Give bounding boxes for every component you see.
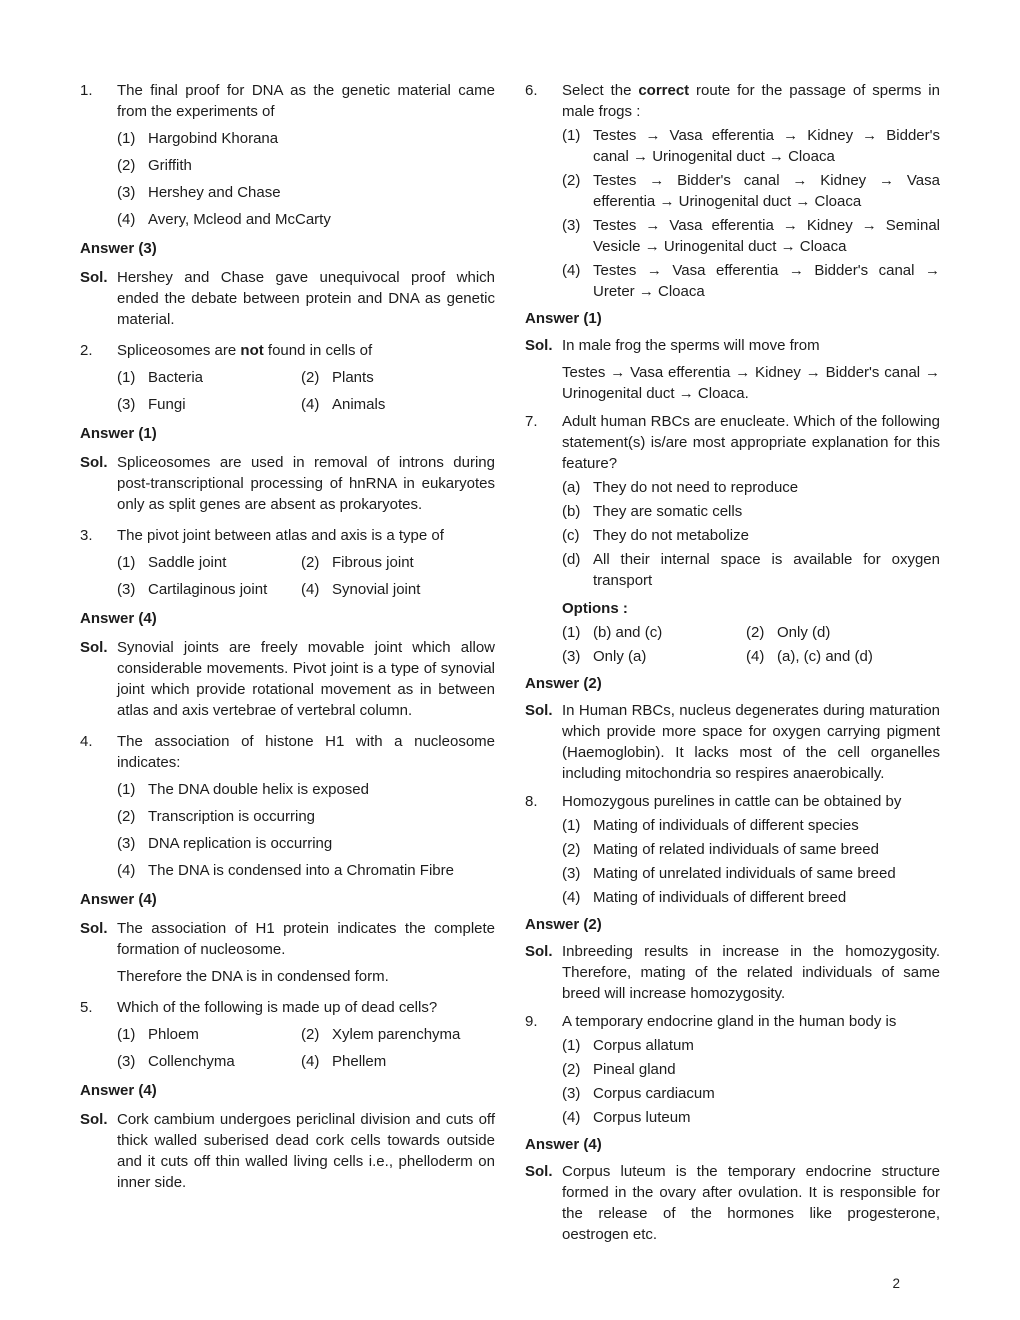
option — [117, 806, 495, 827]
option — [562, 646, 746, 667]
option — [117, 367, 301, 388]
solution-label: Sol. — [80, 920, 108, 937]
option-text: Fibrous joint — [332, 554, 414, 571]
answer-label: Answer (2) — [525, 916, 602, 933]
option-label: (4) — [301, 396, 320, 413]
solution-text — [117, 918, 495, 987]
options-grid — [117, 1018, 495, 1072]
solution-paragraph: Corpus luteum is the temporary endocrine structure formed in the ovary after ovulation. It is responsible for the release of the hormones like progesterone, oestrogen etc. — [562, 1163, 940, 1243]
solution-label: Sol. — [80, 1111, 108, 1128]
solution-label: Sol. — [525, 702, 553, 719]
option-label: (4) — [562, 889, 581, 906]
option-text: Avery, Mcleod and McCarty — [148, 211, 331, 228]
question-stem — [562, 411, 940, 474]
option-label: (2) — [301, 369, 320, 386]
option-text: The DNA double helix is exposed — [148, 781, 369, 798]
option — [562, 622, 746, 643]
option — [562, 815, 940, 836]
option-label: (3) — [562, 1085, 581, 1102]
solution-block — [525, 700, 940, 784]
stem-bold-text: correct — [638, 82, 690, 99]
solution-label: Sol. — [80, 639, 108, 656]
question-number: 1. — [80, 82, 93, 99]
stem-text: The pivot joint between atlas and axis is a type of — [117, 527, 444, 544]
option-text: Corpus allatum — [593, 1037, 694, 1054]
statement-text: They do not need to reproduce — [593, 479, 799, 496]
question-number: 3. — [80, 527, 93, 544]
option — [746, 646, 940, 667]
stem-text: The final proof for DNA as the genetic material came from the experiments of — [117, 82, 495, 120]
option-text: Pineal gland — [593, 1061, 676, 1078]
question-block — [80, 731, 495, 987]
option-text: Only (d) — [777, 624, 831, 641]
statement — [562, 525, 940, 546]
question-number: 9. — [525, 1013, 538, 1030]
question-number: 6. — [525, 82, 538, 99]
statement-label: (a) — [562, 479, 581, 496]
option-label: (3) — [562, 865, 581, 882]
option-text: Phloem — [148, 1026, 199, 1043]
option-label: (4) — [562, 1109, 581, 1126]
solution-block — [525, 335, 940, 404]
solution-text — [117, 452, 495, 515]
solution-paragraph: Inbreeding results in increase in the homozygosity. Therefore, mating of the related individuals of same breed will increase homozygosity. — [562, 943, 940, 1002]
solution-paragraph: In Human RBCs, nucleus degenerates during maturation which provide more space for oxygen carrying pigment (Haemoglobin). It lacks most of the cell organelles including mitochondria so respires anaerobically. — [562, 702, 940, 782]
question-block — [525, 1011, 940, 1245]
option-label: (3) — [562, 648, 581, 665]
option — [301, 1024, 495, 1045]
solution-label: Sol. — [80, 454, 108, 471]
option — [301, 394, 495, 415]
option-text: The DNA is condensed into a Chromatin Fibre — [148, 862, 454, 879]
option-text: Only (a) — [593, 648, 647, 665]
statement — [562, 549, 940, 591]
option-label: (2) — [117, 808, 136, 825]
options-list — [117, 128, 495, 230]
option — [562, 887, 940, 908]
answer-label: Answer (1) — [80, 425, 157, 442]
option-text: Phellem — [332, 1053, 387, 1070]
option-text: Bacteria — [148, 369, 204, 386]
option-text: Xylem parenchyma — [332, 1026, 461, 1043]
question-number: 7. — [525, 413, 538, 430]
option — [562, 863, 940, 884]
option-text: (a), (c) and (d) — [777, 648, 873, 665]
option — [117, 209, 495, 230]
option-label: (1) — [562, 1037, 581, 1054]
option-label: (3) — [117, 835, 136, 852]
question-stem — [117, 525, 495, 546]
options-grid — [562, 619, 940, 667]
option — [117, 833, 495, 854]
question-number: 2. — [80, 342, 93, 359]
question-number: 5. — [80, 999, 93, 1016]
solution-text — [562, 1161, 940, 1245]
stem-text: found in cells of — [263, 342, 373, 359]
option — [562, 260, 940, 302]
solution-text — [117, 637, 495, 721]
option-text: Testes → Vasa efferentia → Kidney → Bidder's canal → Urinogenital duct → Cloaca — [593, 127, 940, 165]
question-number: 8. — [525, 793, 538, 810]
statement-label: (b) — [562, 503, 581, 520]
question-stem — [562, 791, 940, 812]
answer-label: Answer (4) — [80, 891, 157, 908]
question-block — [525, 80, 940, 404]
solution-text — [562, 335, 940, 404]
solution-block — [80, 1109, 495, 1193]
solution-text — [117, 267, 495, 330]
options-grid — [117, 546, 495, 600]
stem-text: route for the passage of sperms in male frogs : — [562, 82, 940, 120]
solution-block — [80, 267, 495, 330]
solution-block — [525, 1161, 940, 1245]
option-label: (4) — [117, 211, 136, 228]
option-label: (1) — [117, 130, 136, 147]
solution-paragraph: Cork cambium undergoes periclinal division and cuts off thick walled suberised dead cork cells towards outside and it cuts off thin walled living cells i.e., phelloderm on inner side. — [117, 1111, 495, 1191]
option-label: (4) — [117, 862, 136, 879]
option-text: Transcription is occurring — [148, 808, 315, 825]
solution-label: Sol. — [525, 943, 553, 960]
option-label: (2) — [301, 554, 320, 571]
solution-block — [80, 452, 495, 515]
option-label: (4) — [746, 648, 765, 665]
option-text: Synovial joint — [332, 581, 421, 598]
question-stem — [117, 80, 495, 122]
option-label: (4) — [301, 1053, 320, 1070]
options-list — [117, 779, 495, 881]
option-label: (3) — [117, 1053, 136, 1070]
stem-text: Which of the following is made up of dead cells? — [117, 999, 438, 1016]
option-text: Mating of related individuals of same breed — [593, 841, 879, 858]
option — [301, 1051, 495, 1072]
option — [562, 125, 940, 167]
options-list — [562, 1035, 940, 1128]
option-label: (2) — [746, 624, 765, 641]
option-text: Animals — [332, 396, 386, 413]
solution-paragraph: In male frog the sperms will move from — [562, 337, 820, 354]
stem-bold-text: not — [240, 342, 264, 359]
stem-text: Select the — [562, 82, 639, 99]
option-label: (3) — [562, 217, 581, 234]
option-label: (1) — [562, 624, 581, 641]
statements-list — [562, 477, 940, 591]
two-column-layout — [80, 80, 940, 1252]
option — [301, 552, 495, 573]
option-text: Cartilaginous joint — [148, 581, 268, 598]
option-label: (4) — [562, 262, 581, 279]
option — [301, 367, 495, 388]
option-text: Saddle joint — [148, 554, 227, 571]
option-label: (1) — [117, 369, 136, 386]
option — [117, 1024, 301, 1045]
options-list — [562, 125, 940, 302]
option — [117, 579, 301, 600]
option-label: (1) — [117, 1026, 136, 1043]
options-heading: Options : — [562, 600, 628, 617]
statement-label: (c) — [562, 527, 580, 544]
option — [301, 579, 495, 600]
option-label: (3) — [117, 396, 136, 413]
solution-text — [562, 700, 940, 784]
solution-label: Sol. — [80, 269, 108, 286]
option — [117, 552, 301, 573]
option-text: Testes → Bidder's canal → Kidney → Vasa efferentia → Urinogenital duct → Cloaca — [593, 172, 940, 210]
question-block — [525, 791, 940, 1004]
question-stem — [562, 80, 940, 122]
stem-text: Homozygous purelines in cattle can be obtained by — [562, 793, 902, 810]
solution-block — [80, 918, 495, 987]
statement — [562, 477, 940, 498]
option-text: Mating of unrelated individuals of same breed — [593, 865, 896, 882]
solution-paragraph: Testes → Vasa efferentia → Kidney → Bidder's canal → Urinogenital duct → Cloaca. — [562, 364, 940, 402]
solution-block — [80, 637, 495, 721]
solution-block — [525, 941, 940, 1004]
option-text: Corpus cardiacum — [593, 1085, 715, 1102]
option-label: (1) — [562, 817, 581, 834]
option-label: (1) — [117, 781, 136, 798]
question-stem — [117, 731, 495, 773]
stem-text: Spliceosomes are — [117, 342, 241, 359]
answer-label: Answer (2) — [525, 675, 602, 692]
option — [117, 155, 495, 176]
stem-text: Adult human RBCs are enucleate. Which of the following statement(s) is/are most appropriate explanation for this feature? — [562, 413, 940, 472]
stem-text: The association of histone H1 with a nucleosome indicates: — [117, 733, 495, 771]
solution-paragraph: Therefore the DNA is in condensed form. — [117, 968, 389, 985]
options-list — [562, 815, 940, 908]
question-block — [80, 340, 495, 515]
answer-label: Answer (1) — [525, 310, 602, 327]
option-label: (2) — [562, 841, 581, 858]
statement-text: All their internal space is available for oxygen transport — [593, 551, 940, 589]
option-text: Fungi — [148, 396, 186, 413]
option-label: (4) — [301, 581, 320, 598]
option-text: Collenchyma — [148, 1053, 235, 1070]
option-label: (2) — [562, 1061, 581, 1078]
option — [562, 1035, 940, 1056]
option-text: Mating of individuals of different breed — [593, 889, 847, 906]
question-block — [80, 525, 495, 721]
statement-text: They are somatic cells — [593, 503, 743, 520]
solution-label: Sol. — [525, 337, 553, 354]
question-stem — [117, 340, 495, 361]
answer-label: Answer (4) — [80, 1082, 157, 1099]
question-block — [525, 411, 940, 784]
statement-text: They do not metabolize — [593, 527, 749, 544]
question-number: 4. — [80, 733, 93, 750]
option — [562, 839, 940, 860]
solution-label: Sol. — [525, 1163, 553, 1180]
question-block — [80, 80, 495, 330]
option — [562, 1107, 940, 1128]
statement — [562, 501, 940, 522]
option-text: Mating of individuals of different species — [593, 817, 859, 834]
option — [562, 215, 940, 257]
statement-label: (d) — [562, 551, 581, 568]
options-grid — [117, 361, 495, 415]
option-text: (b) and (c) — [593, 624, 663, 641]
option-text: Testes → Vasa efferentia → Bidder's canal → Ureter → Cloaca — [593, 262, 940, 300]
option-label: (2) — [117, 157, 136, 174]
option-text: DNA replication is occurring — [148, 835, 333, 852]
solution-paragraph: Hershey and Chase gave unequivocal proof which ended the debate between protein and DNA as genetic material. — [117, 269, 495, 328]
answer-label: Answer (3) — [80, 240, 157, 257]
option-text: Plants — [332, 369, 374, 386]
option-text: Testes → Vasa efferentia → Kidney → Seminal Vesicle → Urinogenital duct → Cloaca — [593, 217, 940, 255]
question-stem — [117, 997, 495, 1018]
question-stem — [562, 1011, 940, 1032]
option-text: Griffith — [148, 157, 192, 174]
option — [117, 779, 495, 800]
option — [562, 1083, 940, 1104]
option — [117, 128, 495, 149]
option — [117, 394, 301, 415]
option-text: Hershey and Chase — [148, 184, 281, 201]
option — [746, 622, 940, 643]
option-text: Corpus luteum — [593, 1109, 691, 1126]
page-number: 2 — [892, 1276, 900, 1291]
option — [562, 170, 940, 212]
option-label: (3) — [117, 581, 136, 598]
option-label: (1) — [117, 554, 136, 571]
option-text: Hargobind Khorana — [148, 130, 279, 147]
left-column — [80, 80, 495, 1203]
option-label: (2) — [562, 172, 581, 189]
option — [117, 1051, 301, 1072]
answer-label: Answer (4) — [80, 610, 157, 627]
solution-paragraph: Spliceosomes are used in removal of introns during post-transcriptional processing of hnRNA in eukaryotes only as split genes are absent as prokaryotes. — [117, 454, 495, 513]
solution-text — [562, 941, 940, 1004]
option — [117, 860, 495, 881]
solution-paragraph: Synovial joints are freely movable joint which allow considerable movements. Pivot joint is a type of synovial joint which provide rotational movement as in between atlas and axis vertebrae of vertebral column. — [117, 639, 495, 719]
option — [562, 1059, 940, 1080]
answer-label: Answer (4) — [525, 1136, 602, 1153]
option — [117, 182, 495, 203]
option-label: (2) — [301, 1026, 320, 1043]
option-label: (1) — [562, 127, 581, 144]
solution-text — [117, 1109, 495, 1193]
solution-paragraph: The association of H1 protein indicates the complete formation of nucleosome. — [117, 920, 495, 958]
question-block — [80, 997, 495, 1193]
stem-text: A temporary endocrine gland in the human body is — [562, 1013, 897, 1030]
right-column — [525, 80, 940, 1252]
option-label: (3) — [117, 184, 136, 201]
